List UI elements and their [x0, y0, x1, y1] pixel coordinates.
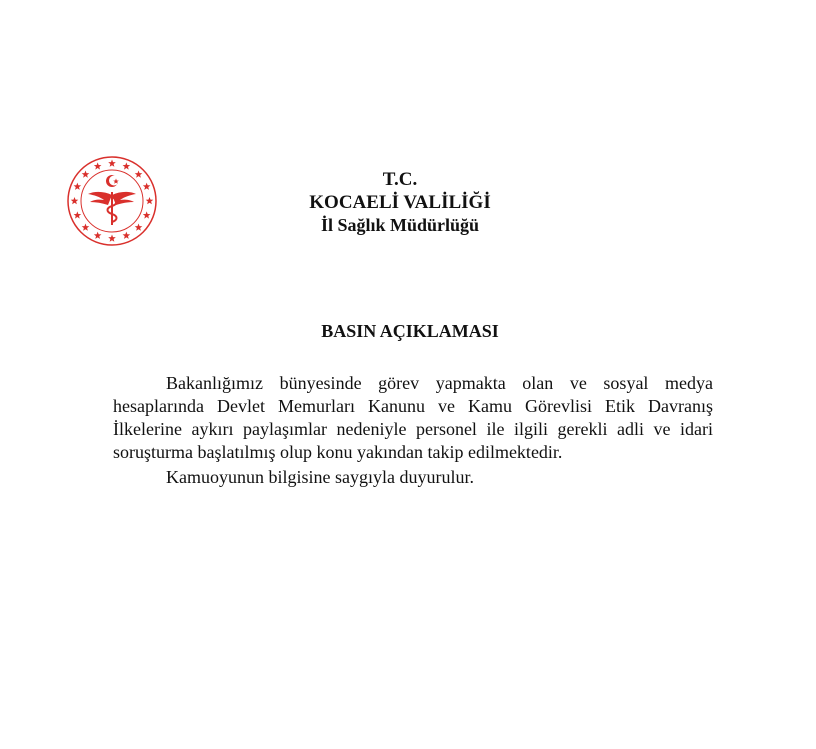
emblem-star	[74, 211, 82, 218]
emblem-star	[123, 232, 131, 239]
emblem-star	[108, 160, 116, 167]
emblem-star	[135, 224, 143, 231]
ministry-of-health-logo-icon	[66, 155, 158, 247]
emblem-star	[143, 183, 151, 190]
emblem-star	[123, 162, 131, 169]
header-line-health-directorate: İl Sağlık Müdürlüğü	[320, 215, 480, 235]
emblem-star	[143, 211, 151, 218]
document-title: BASIN AÇIKLAMASI	[321, 321, 499, 341]
emblem-star	[146, 197, 154, 204]
emblem-star	[82, 224, 90, 231]
body-paragraph-1: Bakanlığımız bünyesinde görev yapmakta olan ve sosyal medya hesaplarında Devlet Memurları Kanunu ve Kamu Görevlisi Etik Davranış İlkelerine aykırı paylaşımlar nedeniyle personel ile ilgili gerekli adli ve idari soruşturma başlatılmış olup konu yakından takip edilmektedir.	[113, 373, 713, 462]
emblem-star	[94, 232, 102, 239]
document-body	[113, 372, 713, 489]
header-line-governorship: KOCAELİ VALİLİĞİ	[309, 192, 491, 213]
emblem-star	[94, 162, 102, 169]
letterhead	[240, 168, 560, 237]
emblem-star	[71, 197, 79, 204]
emblem-star	[82, 170, 90, 177]
emblem-star	[135, 170, 143, 177]
header-line-tc: T.C.	[382, 169, 418, 190]
emblem-star	[74, 183, 82, 190]
emblem-star	[108, 235, 116, 242]
body-paragraph-2: Kamuoyunun bilgisine saygıyla duyurulur.	[166, 467, 474, 487]
